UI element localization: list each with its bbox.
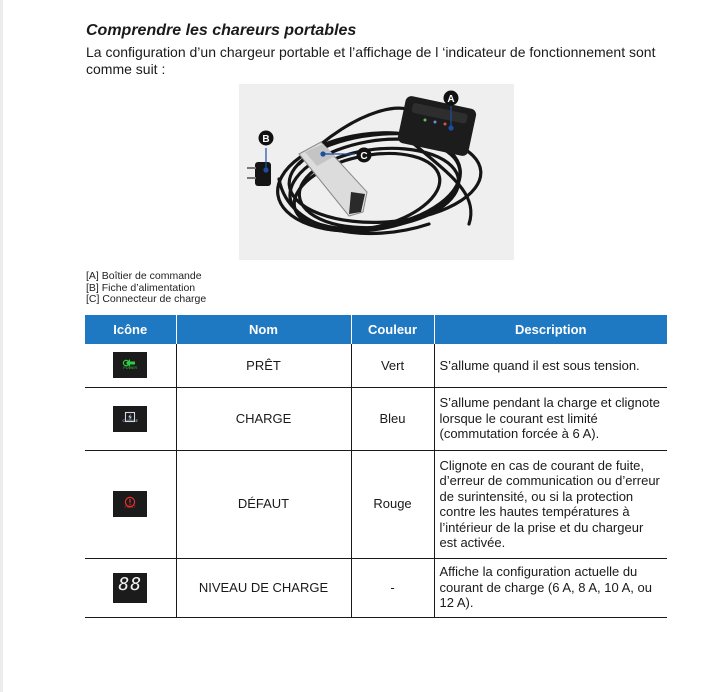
- name-cell: CHARGE: [176, 387, 351, 450]
- color-cell: Rouge: [351, 450, 434, 558]
- callout-a: [444, 91, 459, 106]
- color-cell: Vert: [351, 344, 434, 387]
- header-description: Description: [434, 315, 667, 344]
- color-cell: -: [351, 558, 434, 617]
- icon-cell: [85, 450, 176, 558]
- table-header-row: [85, 315, 667, 344]
- table-row: [85, 450, 667, 558]
- color-cell: Bleu: [351, 387, 434, 450]
- legend-item-a: [A] Boîtier de commande: [86, 270, 202, 282]
- header-name: Nom: [176, 315, 351, 344]
- power-icon: [113, 352, 147, 378]
- legend-item-c: [C] Connecteur de charge: [86, 293, 207, 305]
- table-row: [85, 387, 667, 450]
- table-row: [85, 344, 667, 387]
- charger-illustration: [239, 84, 514, 260]
- callout-b: [259, 131, 274, 146]
- description-cell: S’allume quand il est sous tension.: [434, 344, 667, 387]
- fault-icon: [113, 491, 147, 517]
- header-icon: Icône: [85, 315, 176, 344]
- power-icon-label: POWER: [123, 365, 138, 370]
- description-cell: S’allume pendant la charge et clignote lorsque le courant est limité (commutation forcée à 6 A).: [434, 387, 667, 450]
- name-cell: NIVEAU DE CHARGE: [176, 558, 351, 617]
- table-row: [85, 558, 667, 617]
- icon-cell: [85, 344, 176, 387]
- section-title: Comprendre les chareurs portables: [86, 22, 357, 39]
- callout-b-label: B: [262, 134, 270, 145]
- seven-segment-display-icon: [113, 573, 147, 603]
- callout-c: [357, 148, 372, 163]
- legend-item-b: [B] Fiche d’alimentation: [86, 281, 196, 294]
- display-digits: 88: [118, 573, 143, 595]
- page-edge: [0, 0, 3, 692]
- fault-icon-label: FAULT: [124, 504, 136, 509]
- name-cell: DÉFAUT: [176, 450, 351, 558]
- description-cell: Affiche la configuration actuelle du courant de charge (6 A, 8 A, 10 A, ou 12 A).: [434, 558, 667, 617]
- callout-a-label: A: [447, 94, 455, 105]
- charge-icon-label: CHARGE: [122, 419, 139, 423]
- icon-cell: [85, 558, 176, 617]
- description-cell: Clignote en cas de courant de fuite, d’erreur de communication ou d’erreur de surintensité, ou si la protection contre les hautes températures à l’intérieur de la prise et du chargeur est activée.: [434, 450, 667, 558]
- header-color: Couleur: [351, 315, 434, 344]
- icon-cell: [85, 387, 176, 450]
- callout-c-label: C: [360, 151, 368, 162]
- figure-legend: [86, 271, 206, 306]
- indicator-table: [85, 315, 667, 618]
- intro-paragraph: La configuration d’un chargeur portable et l’affichage de l ‘indicateur de fonctionnement sont comme suit :: [86, 44, 656, 77]
- charge-icon: [113, 406, 147, 432]
- name-cell: PRÊT: [176, 344, 351, 387]
